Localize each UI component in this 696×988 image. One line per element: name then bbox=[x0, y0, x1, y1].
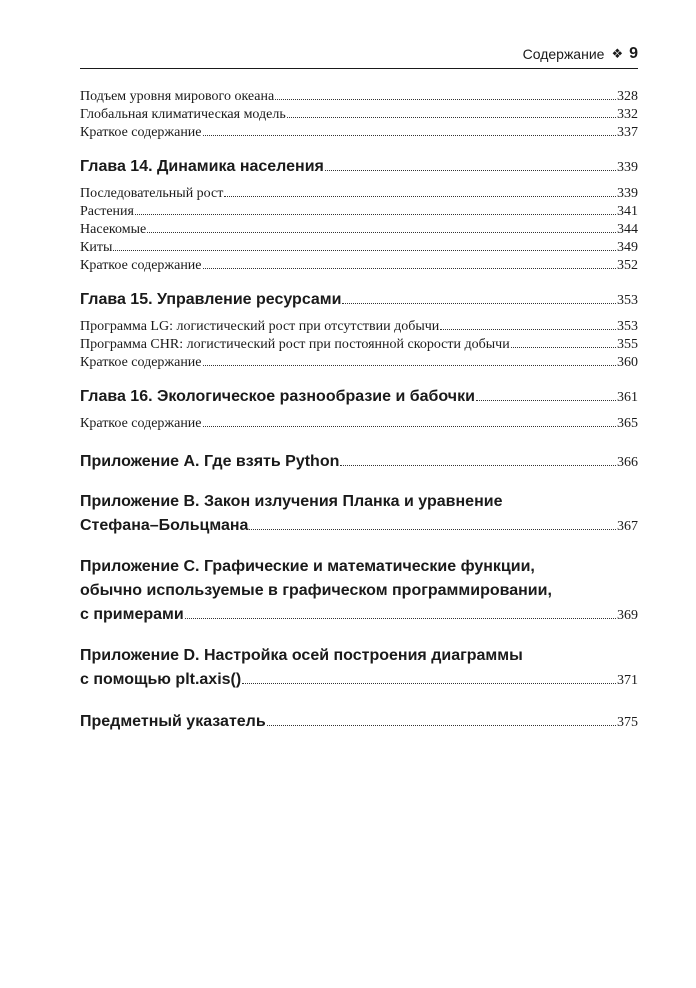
toc-entry-page: 341 bbox=[617, 204, 638, 219]
toc-entry[interactable] bbox=[80, 354, 638, 372]
dot-leader bbox=[113, 250, 616, 251]
index-title: Предметный указатель bbox=[80, 713, 266, 730]
chapter-page: 361 bbox=[617, 390, 638, 405]
toc-entry[interactable] bbox=[80, 239, 638, 257]
toc-entry-title: Киты bbox=[80, 240, 113, 255]
appendix-page: 371 bbox=[617, 673, 638, 688]
toc-entry[interactable] bbox=[80, 336, 638, 354]
appendix-page: 366 bbox=[617, 455, 638, 470]
chapter-page: 353 bbox=[617, 293, 638, 308]
toc-appendix-b[interactable] bbox=[80, 490, 638, 539]
toc-entry-title: Программа CHR: логистический рост при постоянной скорости добычи bbox=[80, 337, 510, 352]
appendix-title: Приложение A. Где взять Python bbox=[80, 453, 340, 470]
appendix-title-line: Стефана–Больцмана bbox=[80, 517, 249, 534]
appendix-title-line: Приложение D. Настройка осей построения диаграммы bbox=[80, 647, 523, 664]
toc-entry-title: Растения bbox=[80, 204, 134, 219]
dot-leader bbox=[242, 683, 616, 684]
toc-entry-page: 353 bbox=[617, 319, 638, 334]
toc-entry[interactable] bbox=[80, 88, 638, 106]
toc-entry-page: 332 bbox=[617, 107, 638, 122]
dot-leader bbox=[440, 329, 616, 330]
dot-leader bbox=[287, 117, 616, 118]
toc-entry-title: Подъем уровня мирового океана bbox=[80, 89, 275, 104]
toc-entry-title: Программа LG: логистический рост при отсутствии добычи bbox=[80, 319, 440, 334]
toc-appendix-a[interactable] bbox=[80, 451, 638, 474]
appendix-title-line: с примерами bbox=[80, 606, 184, 623]
toc-entry[interactable] bbox=[80, 106, 638, 124]
toc-entry[interactable] bbox=[80, 124, 638, 142]
toc-entry-title: Последовательный рост bbox=[80, 186, 224, 201]
dot-leader bbox=[267, 725, 616, 726]
toc-entry-title: Глобальная климатическая модель bbox=[80, 107, 286, 122]
dot-leader bbox=[203, 268, 616, 269]
toc-appendix-c[interactable] bbox=[80, 555, 638, 628]
toc-entry-title: Краткое содержание bbox=[80, 125, 202, 140]
table-of-contents bbox=[80, 88, 638, 734]
header-page-number: 9 bbox=[629, 45, 638, 62]
dot-leader bbox=[476, 400, 616, 401]
chapter-page: 339 bbox=[617, 160, 638, 175]
toc-entry-title: Краткое содержание bbox=[80, 355, 202, 370]
toc-entry-page: 352 bbox=[617, 258, 638, 273]
chapter-title: Глава 16. Экологическое разнообразие и бабочки bbox=[80, 388, 475, 405]
header-section-title: Содержание bbox=[522, 46, 605, 62]
toc-entry-page: 355 bbox=[617, 337, 638, 352]
dot-leader bbox=[203, 365, 616, 366]
dot-leader bbox=[185, 618, 616, 619]
toc-entry-page: 344 bbox=[617, 222, 638, 237]
toc-chapter-15[interactable] bbox=[80, 289, 638, 312]
toc-entry-page: 365 bbox=[617, 416, 638, 431]
toc-entry-title: Краткое содержание bbox=[80, 416, 202, 431]
toc-index[interactable] bbox=[80, 711, 638, 734]
appendix-title-line: с помощью plt.axis() bbox=[80, 671, 242, 688]
chapter-title: Глава 15. Управление ресурсами bbox=[80, 291, 342, 308]
toc-entry-title: Насекомые bbox=[80, 222, 147, 237]
toc-entry-page: 360 bbox=[617, 355, 638, 370]
toc-entry[interactable] bbox=[80, 318, 638, 336]
dot-leader bbox=[147, 232, 616, 233]
dot-leader bbox=[340, 465, 616, 466]
toc-entry-page: 337 bbox=[617, 125, 638, 140]
dot-leader bbox=[342, 303, 616, 304]
chapter-title: Глава 14. Динамика населения bbox=[80, 158, 324, 175]
appendix-title-line: Приложение C. Графические и математические функции, bbox=[80, 558, 535, 575]
dot-leader bbox=[224, 196, 616, 197]
dot-leader bbox=[203, 135, 616, 136]
dot-leader bbox=[249, 529, 616, 530]
toc-entry-page: 328 bbox=[617, 89, 638, 104]
toc-entry[interactable] bbox=[80, 185, 638, 203]
ornament-icon: ❖ bbox=[611, 46, 624, 61]
toc-appendix-d[interactable] bbox=[80, 644, 638, 693]
dot-leader bbox=[135, 214, 616, 215]
dot-leader bbox=[511, 347, 616, 348]
dot-leader bbox=[275, 99, 616, 100]
appendix-title-line: Приложение B. Закон излучения Планка и уравнение bbox=[80, 493, 503, 510]
index-page: 375 bbox=[617, 715, 638, 730]
toc-entry-page: 349 bbox=[617, 240, 638, 255]
toc-entry[interactable] bbox=[80, 257, 638, 275]
toc-entry[interactable] bbox=[80, 415, 638, 433]
toc-entry-title: Краткое содержание bbox=[80, 258, 202, 273]
toc-chapter-16[interactable] bbox=[80, 386, 638, 409]
appendix-title-line: обычно используемые в графическом программировании, bbox=[80, 582, 552, 599]
dot-leader bbox=[325, 170, 616, 171]
toc-entry-page: 339 bbox=[617, 186, 638, 201]
toc-entry[interactable] bbox=[80, 203, 638, 221]
dot-leader bbox=[203, 426, 616, 427]
appendix-page: 367 bbox=[617, 519, 638, 534]
toc-entry[interactable] bbox=[80, 221, 638, 239]
appendix-page: 369 bbox=[617, 608, 638, 623]
toc-chapter-14[interactable] bbox=[80, 156, 638, 179]
running-header bbox=[80, 40, 638, 69]
